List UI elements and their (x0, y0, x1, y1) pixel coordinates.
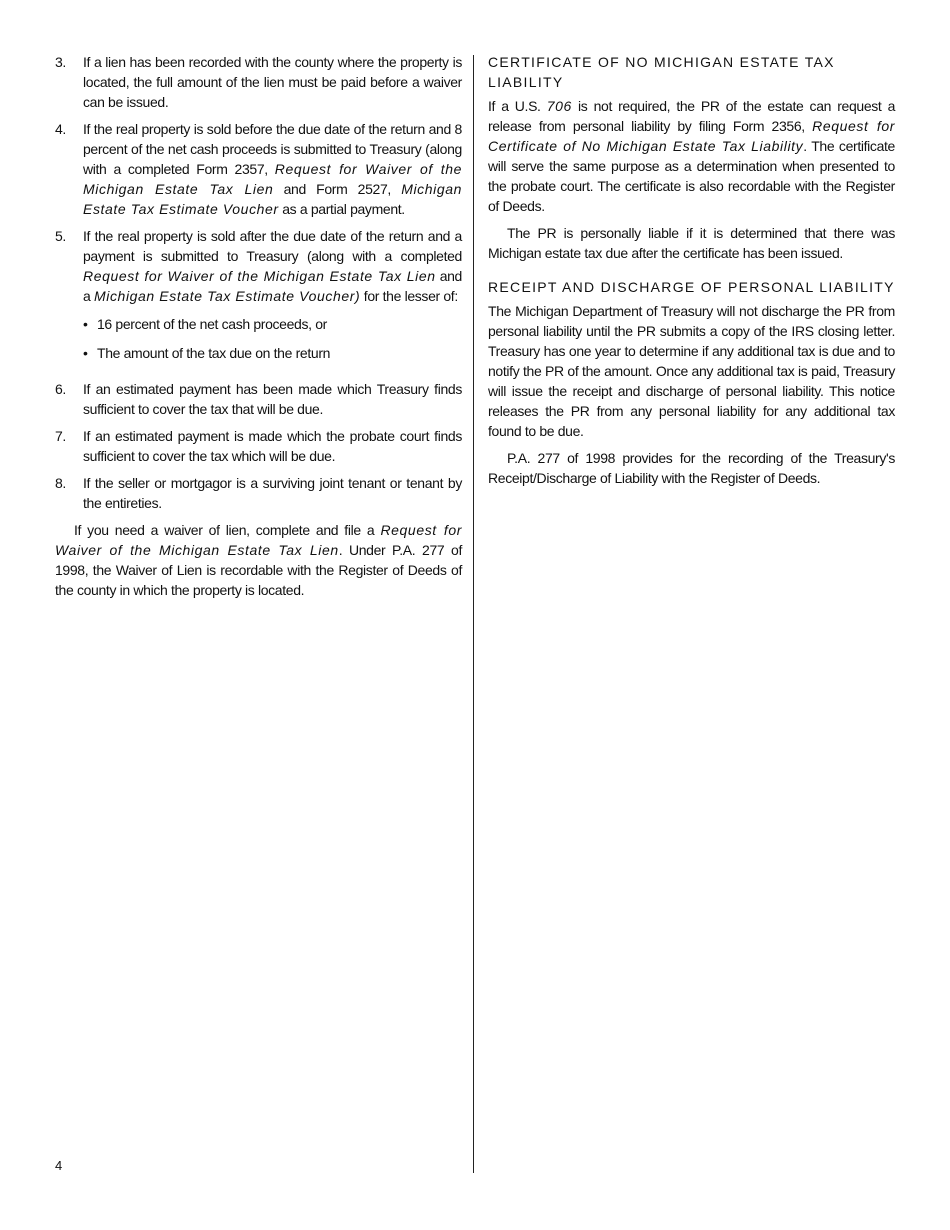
right-column (488, 52, 895, 495)
list-item (55, 426, 462, 466)
list-item-text (83, 473, 462, 513)
paragraph (488, 301, 895, 441)
paragraph (488, 223, 895, 263)
list-item (55, 379, 462, 419)
bullet-icon: • (83, 316, 88, 332)
bullet-item (83, 343, 462, 363)
paragraph (488, 448, 895, 488)
text-run: If the real property is sold after the due date of the return and a payment is submitted to Treasury (along with a completed (83, 228, 462, 264)
list-number: 3. (55, 54, 66, 70)
section-heading: RECEIPT AND DISCHARGE OF PERSONAL LIABILITY (488, 279, 895, 295)
text-run: for the lesser of: (360, 288, 458, 304)
italic-title: Request for Waiver of the Michigan Estate Tax Lien (83, 268, 436, 284)
text-run: P.A. 277 of 1998 provides for the recording of the Treasury's Receipt/Discharge of Liability with the Register of Deeds. (488, 450, 895, 486)
text-run: If you need a waiver of lien, complete and file a (74, 522, 381, 538)
text-run: If an estimated payment is made which the probate court finds sufficient to cover the tax which will be due. (83, 428, 462, 464)
bullet-icon: • (83, 345, 88, 361)
list-item (55, 52, 462, 112)
text-run: . Under P.A. 277 of 1998, the Waiver of Lien is recordable with the Register of Deeds of the county in which the property is located. (55, 542, 462, 598)
list-number: 7. (55, 428, 66, 444)
italic-title: Request for Waiver of the Michigan Estate Tax Lien (55, 522, 462, 558)
text-run: If the real property is sold before the due date of the return and 8 percent of the net cash proceeds is submitted to Treasury (along with a completed Form 2357, (83, 121, 462, 177)
left-column (55, 52, 462, 607)
italic-title: Request for Certificate of No Michigan Estate Tax Liability (488, 118, 895, 154)
text-run: is not required, the PR of the estate can request a release from personal liability by filing Form 2356, (488, 98, 896, 134)
list-number: 4. (55, 121, 66, 137)
paragraph (55, 520, 462, 600)
bullet-list (83, 314, 462, 363)
text-run: and Form 2527, (273, 181, 402, 197)
column-divider (473, 55, 474, 1173)
list-item (55, 119, 462, 219)
bullet-text: 16 percent of the net cash proceeds, or (97, 316, 327, 332)
text-run: and a (83, 268, 462, 304)
list-item-text (83, 426, 462, 466)
list-number: 6. (55, 381, 66, 397)
list-number: 5. (55, 228, 66, 244)
text-run: The Michigan Department of Treasury will not discharge the PR from personal liability until the PR submits a copy of the IRS closing letter. Treasury has one year to determine if any additional tax is due and to notify the PR of the amount. Once any additional tax is paid, Treasury will issue the receipt and discharge of personal liability. This notice releases the PR from any personal liability for any additional tax found to be due. (488, 303, 895, 439)
italic-title: 706 (546, 98, 572, 114)
italic-title: Michigan Estate Tax Estimate Voucher (83, 181, 463, 217)
text-run: as a partial payment. (278, 201, 405, 217)
text-run: If an estimated payment has been made which Treasury finds sufficient to cover the tax that will be due. (83, 381, 462, 417)
text-run: If a lien has been recorded with the county where the property is located, the full amount of the lien must be paid before a waiver can be issued. (83, 54, 462, 110)
bullet-item (83, 314, 462, 334)
text-run: . The certificate will serve the same purpose as a determination when presented to the probate court. The certificate is also recordable with the Register of Deeds. (488, 138, 895, 214)
italic-title: Request for Waiver of the Michigan Estate Tax Lien (83, 161, 463, 197)
list-item-text (83, 119, 462, 219)
text-run: If a U.S. (488, 98, 547, 114)
text-run: If the seller or mortgagor is a surviving joint tenant or tenant by the entireties. (83, 475, 462, 511)
list-item-text (83, 52, 462, 112)
list-item-text (83, 226, 462, 372)
italic-title: Michigan Estate Tax Estimate Voucher) (93, 288, 361, 304)
list-item (55, 473, 462, 513)
list-item (55, 226, 462, 372)
section-heading: CERTIFICATE OF NO MICHIGAN ESTATE TAX LIABILITY (488, 54, 835, 90)
text-run: The PR is personally liable if it is determined that there was Michigan estate tax due after the certificate has been issued. (488, 225, 895, 261)
page-number: 4 (55, 1158, 62, 1173)
paragraph (488, 96, 895, 216)
list-number: 8. (55, 475, 66, 491)
list-item-text (83, 379, 462, 419)
bullet-text: The amount of the tax due on the return (97, 345, 331, 361)
